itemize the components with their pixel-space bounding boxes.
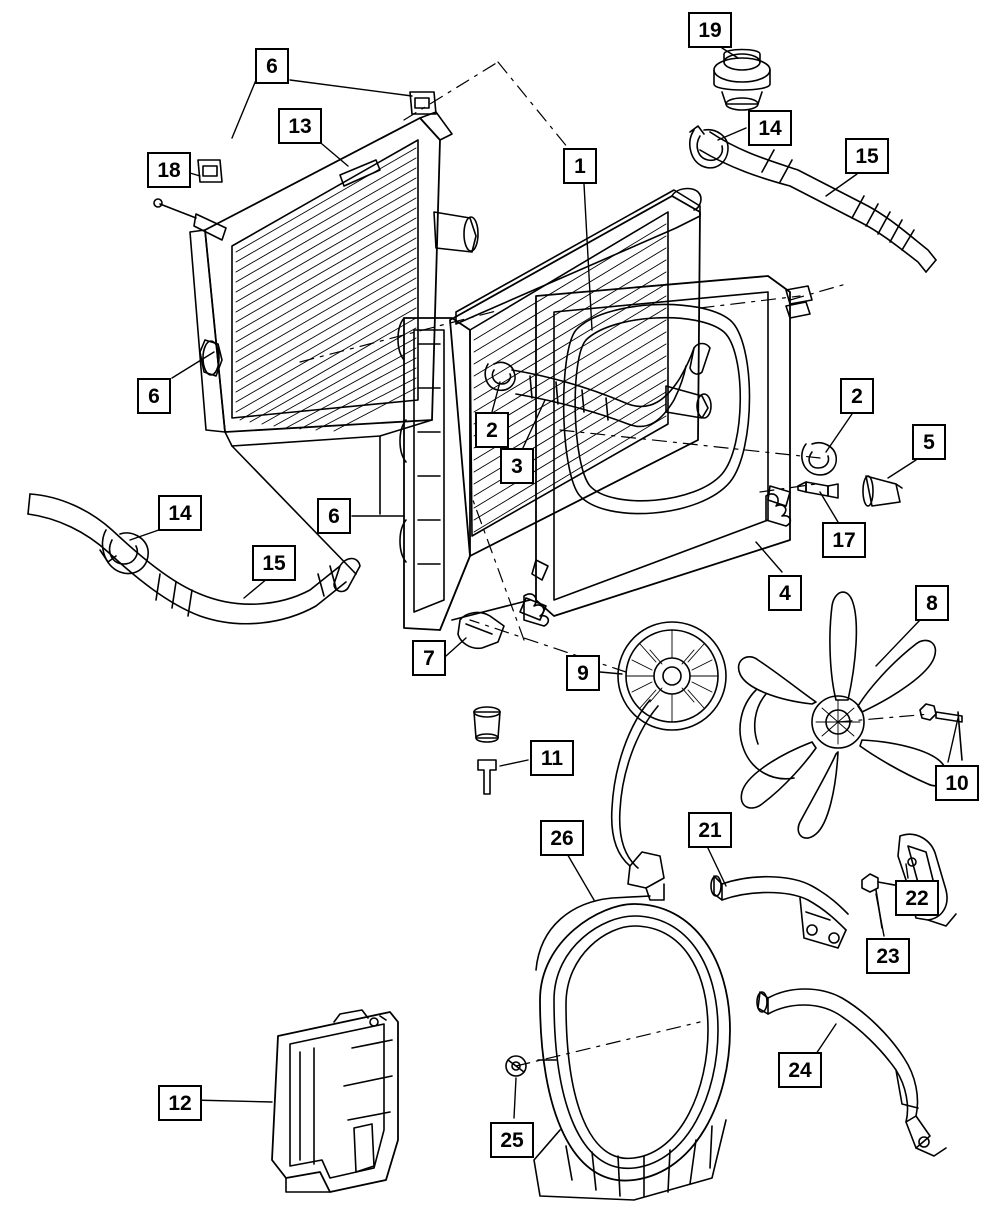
part-19-pressure-cap xyxy=(714,50,770,111)
callout-11[interactable]: 11 xyxy=(530,740,574,776)
callout-22[interactable]: 22 xyxy=(895,880,939,916)
callout-1[interactable]: 1 xyxy=(563,148,597,184)
callout-6-mid[interactable]: 6 xyxy=(317,498,351,534)
part-11-bushing-bolt xyxy=(474,707,500,794)
alignment-lines xyxy=(300,62,930,1066)
part-2-clamp-right xyxy=(802,443,836,475)
part-10-bolt xyxy=(920,704,962,760)
callout-4[interactable]: 4 xyxy=(768,575,802,611)
callout-17[interactable]: 17 xyxy=(822,522,866,558)
part-9-fan-clutch xyxy=(612,622,726,900)
part-8-fan-blade xyxy=(739,592,947,838)
callout-6-left[interactable]: 6 xyxy=(137,378,171,414)
callout-14-lower[interactable]: 14 xyxy=(158,495,202,531)
part-5-fitting xyxy=(863,476,902,506)
callout-5[interactable]: 5 xyxy=(912,424,946,460)
callout-23[interactable]: 23 xyxy=(866,938,910,974)
callout-15-lower[interactable]: 15 xyxy=(252,545,296,581)
callout-3[interactable]: 3 xyxy=(500,448,534,484)
callout-15-upper[interactable]: 15 xyxy=(845,138,889,174)
callout-26[interactable]: 26 xyxy=(540,820,584,856)
callout-24[interactable]: 24 xyxy=(778,1052,822,1088)
callout-6-top[interactable]: 6 xyxy=(255,48,289,84)
part-18-clip xyxy=(198,160,222,182)
callout-2-right[interactable]: 2 xyxy=(840,378,874,414)
callout-13[interactable]: 13 xyxy=(278,108,322,144)
callout-9[interactable]: 9 xyxy=(566,655,600,691)
callout-12[interactable]: 12 xyxy=(158,1085,202,1121)
callout-14-upper[interactable]: 14 xyxy=(748,110,792,146)
callout-7[interactable]: 7 xyxy=(412,640,446,676)
callout-8[interactable]: 8 xyxy=(915,585,949,621)
callout-10[interactable]: 10 xyxy=(935,765,979,801)
callout-2-left[interactable]: 2 xyxy=(475,412,509,448)
part-15-upper-hose xyxy=(700,132,936,272)
part-7-clip xyxy=(458,613,504,649)
callout-19[interactable]: 19 xyxy=(688,12,732,48)
part-4-fan-shroud xyxy=(520,276,812,626)
callout-18[interactable]: 18 xyxy=(147,152,191,188)
part-21-coolant-tube xyxy=(711,876,848,948)
callout-21[interactable]: 21 xyxy=(688,812,732,848)
callout-25[interactable]: 25 xyxy=(490,1122,534,1158)
part-26-lower-shroud xyxy=(534,896,730,1200)
part-17-drain-cock xyxy=(798,482,838,498)
part-12-coolant-bottle xyxy=(272,1010,398,1192)
